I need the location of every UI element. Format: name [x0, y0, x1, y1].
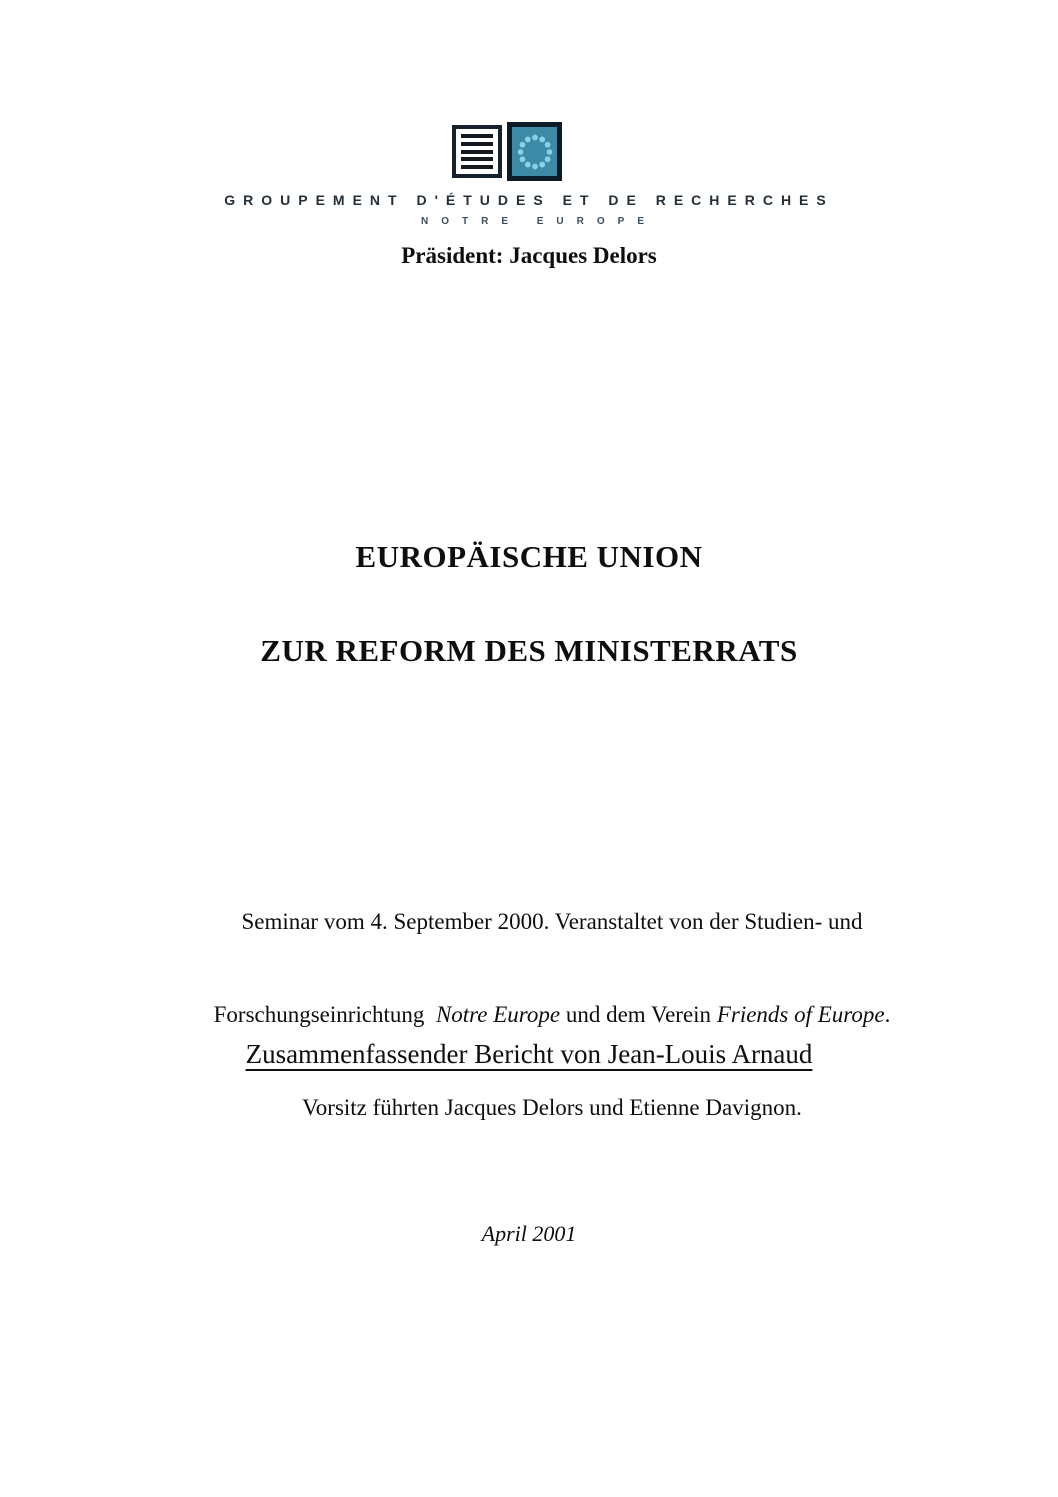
date-line: April 2001: [481, 1221, 577, 1246]
seminar-line-1: Seminar vom 4. September 2000. Veranstaltet von der Studien- und: [241, 909, 863, 934]
seminar-paragraph: [23, 844, 1058, 1185]
organization-name: GROUPEMENT D'ÉTUDES ET DE RECHERCHES: [224, 192, 834, 208]
eu-stars-icon: [507, 122, 562, 181]
seminar-line-3: Vorsitz führten Jacques Delors und Etienne Davignon.: [302, 1095, 802, 1120]
document-lines-icon: [452, 125, 502, 178]
organization-subname: NOTRE EUROPE: [420, 216, 657, 227]
president-line: Präsident: Jacques Delors: [401, 243, 657, 268]
notre-europe-logo: [0, 122, 1036, 181]
seminar-line-2: Forschungseinrichtung Notre Europe und dem Verein Friends of Europe.: [213, 1002, 891, 1027]
main-title: EUROPÄISCHE UNION: [355, 539, 703, 574]
report-byline: Zusammenfassender Bericht von Jean-Louis Arnaud: [245, 1039, 813, 1069]
sub-title: ZUR REFORM DES MINISTERRATS: [260, 633, 798, 668]
